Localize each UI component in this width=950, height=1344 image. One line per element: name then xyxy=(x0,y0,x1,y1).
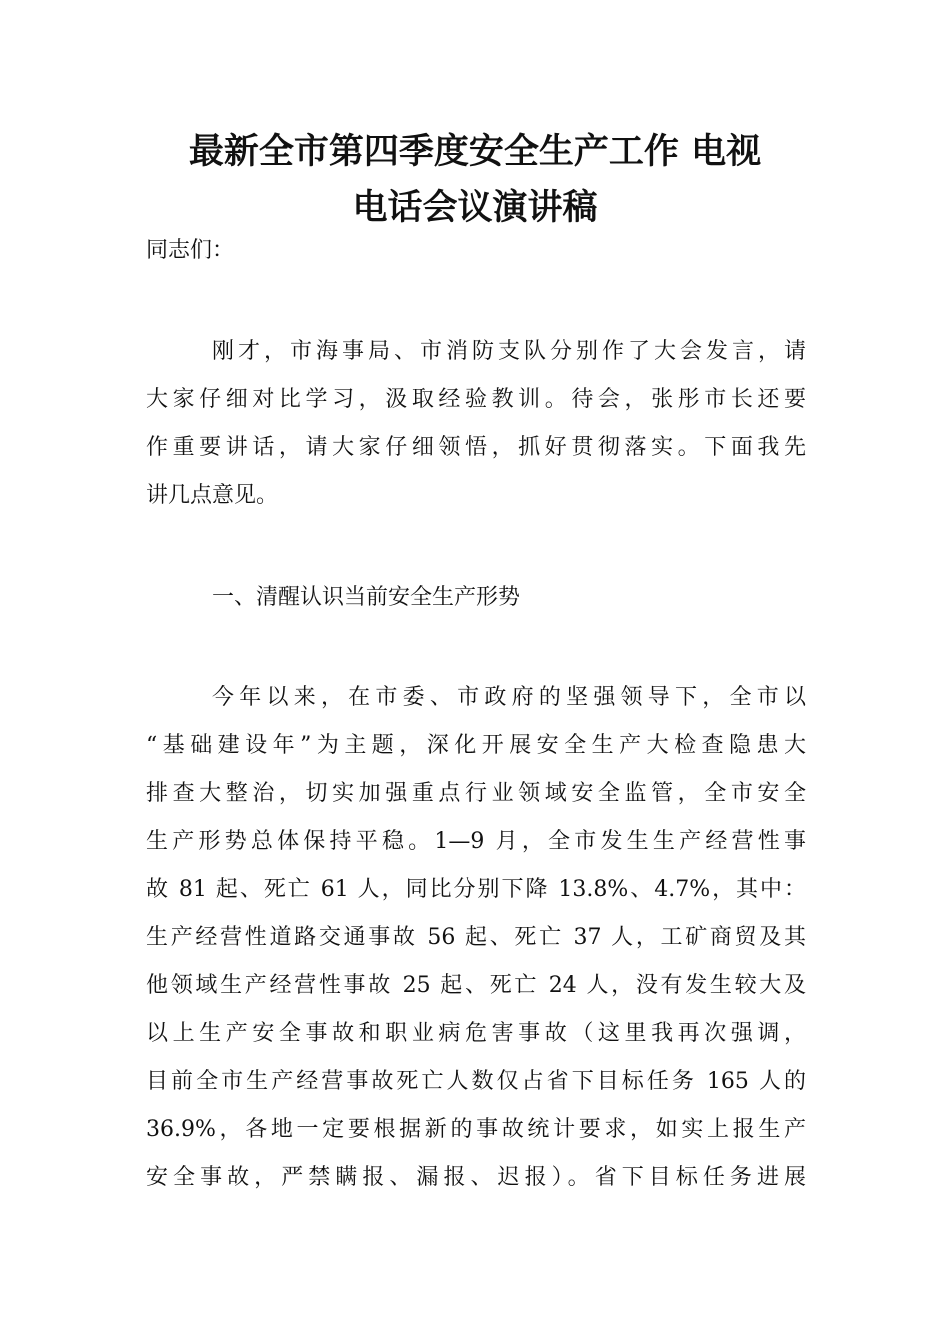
document-title xyxy=(146,124,804,236)
paragraph-line: 目前全市生产经营事故死亡人数仅占省下目标任务 165 人的 xyxy=(146,1069,806,1094)
paragraph-line: 大家仔细对比学习，汲取经验教训。待会，张彤市长还要 xyxy=(146,387,806,412)
paragraph-situation xyxy=(146,674,806,1202)
paragraph-line: 他领域生产经营性事故 25 起、死亡 24 人，没有发生较大及 xyxy=(146,973,806,998)
paragraph-line: 以上生产安全事故和职业病危害事故（这里我再次强调， xyxy=(146,1021,806,1046)
paragraph-line: 36.9%，各地一定要根据新的事故统计要求，如实上报生产 xyxy=(146,1117,806,1142)
salutation: 同志们： xyxy=(146,238,235,263)
section-heading-text: 一、清醒认识当前安全生产形势 xyxy=(212,585,521,610)
paragraph-opening xyxy=(146,328,806,520)
paragraph-line: 安全事故，严禁瞒报、漏报、迟报）。省下目标任务进展 xyxy=(146,1165,806,1190)
paragraph-line: 刚才，市海事局、市消防支队分别作了大会发言，请 xyxy=(212,339,806,364)
paragraph-line: 生产形势总体保持平稳。1—9 月，全市发生生产经营性事 xyxy=(146,829,806,854)
paragraph-line: 作重要讲话，请大家仔细领悟，抓好贯彻落实。下面我先 xyxy=(146,435,806,460)
paragraph-line: 讲几点意见。 xyxy=(146,483,279,508)
paragraph-line: 排查大整治，切实加强重点行业领域安全监管，全市安全 xyxy=(146,781,806,806)
paragraph-line: 故 81 起、死亡 61 人，同比分别下降 13.8%、4.7%，其中： xyxy=(146,877,806,902)
title-line: 电话会议演讲稿 xyxy=(352,188,598,228)
paragraph-line: “基础建设年”为主题，深化开展安全生产大检查隐患大 xyxy=(146,733,806,758)
title-line: 最新全市第四季度安全生产工作 电视 xyxy=(188,132,762,172)
paragraph-line: 今年以来，在市委、市政府的坚强领导下，全市以 xyxy=(212,685,806,710)
paragraph-line: 生产经营性道路交通事故 56 起、死亡 37 人，工矿商贸及其 xyxy=(146,925,806,950)
section-heading xyxy=(146,574,806,622)
